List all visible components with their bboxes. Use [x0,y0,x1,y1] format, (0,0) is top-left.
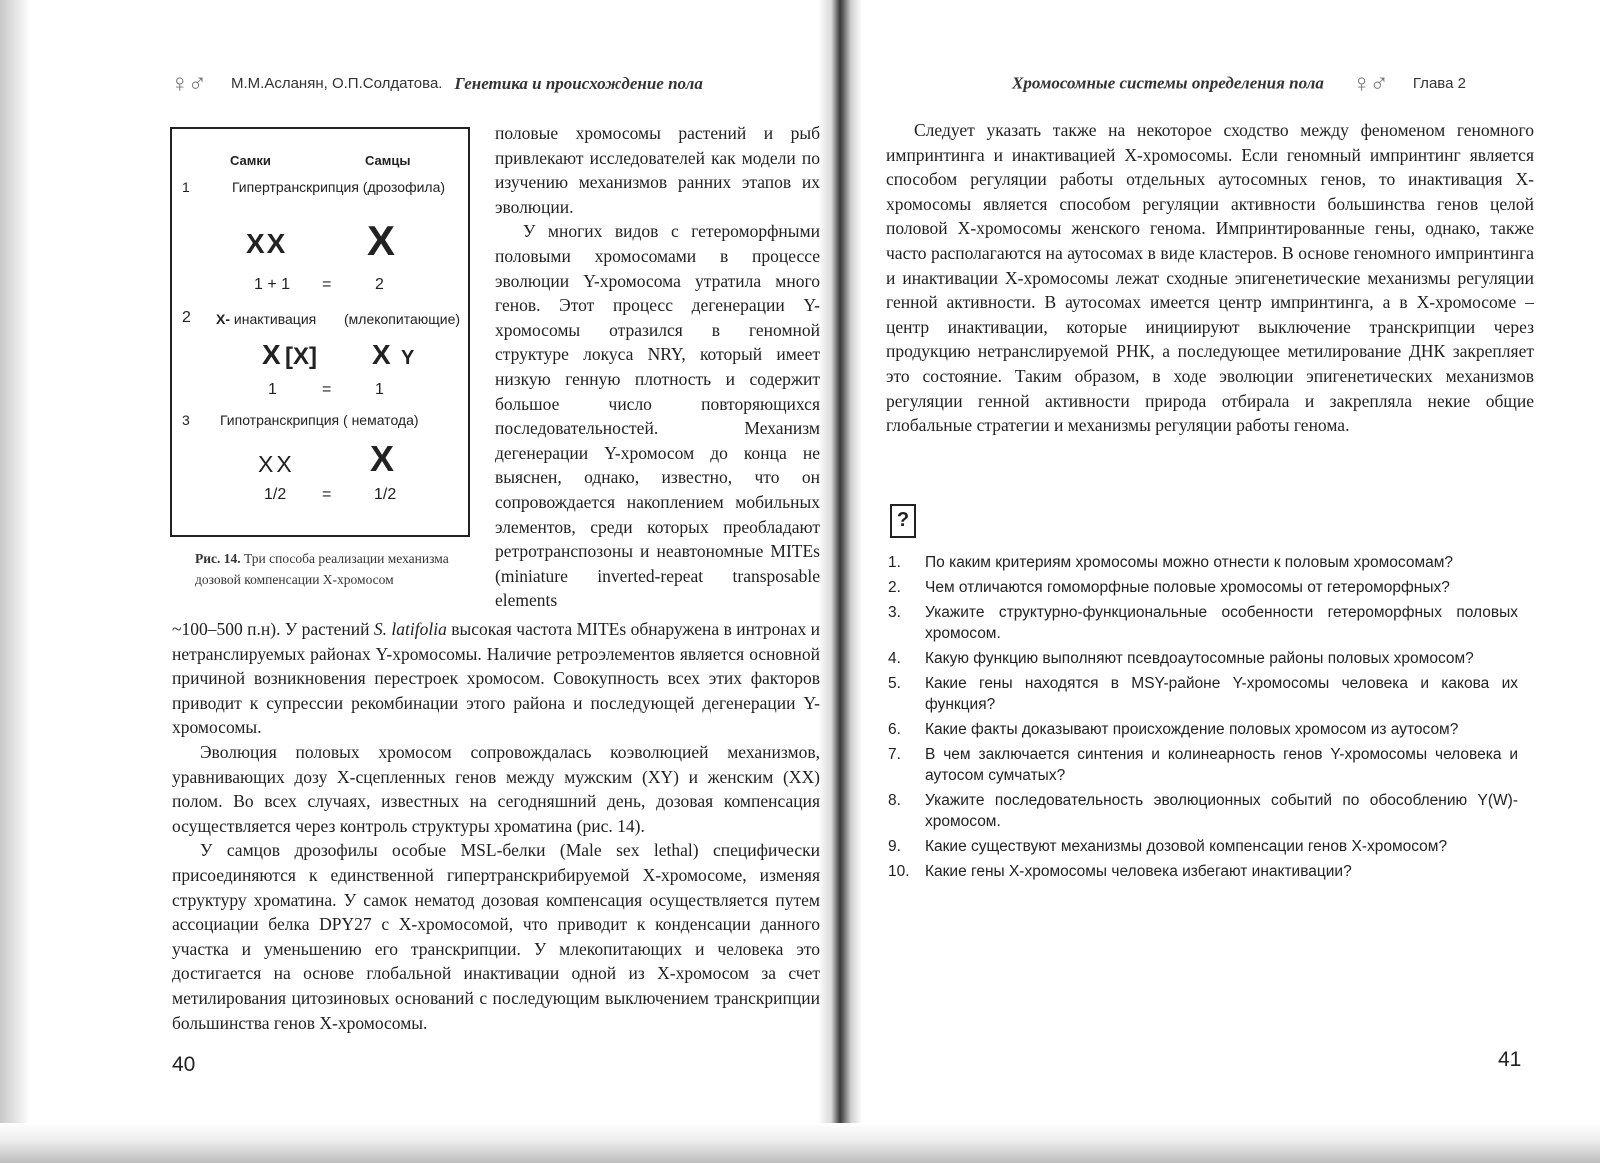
row-3-eq-left: 1/2 [264,486,287,503]
row-2-female-active-x: X [262,339,283,370]
row-2-title-x: X- [216,311,230,327]
row-1-number: 1 [182,179,190,195]
row-3-male-chromosome: X [370,438,395,479]
question-item [888,744,1518,786]
row-1-eq-right: 2 [375,276,384,293]
paragraph-part: ~100–500 п.н). У растений [172,619,374,639]
book-gutter [818,0,862,1163]
question-text: По каким критериям хромосомы можно отнести к половым хромосомам? [925,554,1453,571]
row-2-number: 2 [182,309,191,326]
figure-caption [195,548,487,590]
species-name: S. latifolia [373,619,447,639]
question-text: Какие гены находятся в MSY-районе Y-хромосомы человека и какова их функция? [925,675,1518,713]
row-2-male-y: Y [401,347,415,369]
question-text: Укажите структурно-функциональные особенности гетероморфных половых хромосом. [925,604,1518,642]
question-number: 4. [888,650,901,667]
row-1-male-chromosome: X [367,217,396,264]
scan-bottom-edge [0,1123,1600,1163]
row-2-title-rest: инактивация [230,311,317,327]
row-1-eq-left: 1 + 1 [254,276,291,293]
question-item [888,648,1518,669]
dosage-compensation-figure [170,127,470,537]
question-number: 2. [888,579,901,596]
question-item [888,719,1518,740]
row-2-eq-left: 1 [268,381,277,398]
question-item [888,552,1518,573]
paragraph: Следует указать также на некоторое сходство между феноменом геномного импринтинга и инактивацией X-хромосомы. Если геномный импринтинг является способом регуляции работы отдельных аутосомных генов, то инактивация X-хромосомы является способом регуляции активности большинства генов целой половой X-хромосомы женского генома. Импринтированные гены, однако, также часто располагаются на аутосомах в виде кластеров. В основе геномного импринтинга и инактивации X-хромосомы лежат сходные эпигенетические механизмы регуляции генной активности. В аутосомах имеется центр импринтинга, а в X-хромосоме – центр инактивации, которые инициируют выключение транскрипции через продукцию нетранслируемой РНК, а последующее метилирование ДНК закрепляет это состояние. Таким образом, в ходе эволюции эпигенетических механизмов регуляции генной активности природа отбирала и закрепляла некие общие глобальные стратегии и механизмы регуляции работы генома. [886,120,1534,436]
row-2-eq-right: 1 [375,381,384,398]
question-number: 7. [888,746,901,763]
question-mark-icon: ? [890,504,916,538]
left-page-header [170,68,703,99]
page-number-right: 41 [1498,1048,1522,1071]
row-3-title: Гипотранскрипция ( нематода) [220,412,419,428]
left-full-width-text [172,617,820,1035]
question-text: Укажите последовательность эволюционных событий по обособлению Y(W)-хромосом. [925,792,1518,830]
row-2-eq-sign: = [322,381,332,398]
row-1-female-chromosomes: XX [246,228,288,259]
row-3-number: 3 [182,412,190,428]
right-page-text [886,118,1534,438]
figure-caption-text: Три способа реализации механизма дозовой компенсации X-хромосом [195,551,449,587]
book-title: Генетика и происхождение пола [454,73,703,93]
right-page [862,0,1600,1163]
paragraph: половые хромосомы растений и рыб привлекают исследователей как модели по изучению механизмов ранних этапов их эволюции. [495,123,820,217]
authors: М.М.Асланян, О.П.Солдатова. [231,75,443,92]
question-item [888,673,1518,715]
page-number-left: 40 [172,1053,196,1076]
question-text: Какие факты доказывают происхождение половых хромосом из аутосом? [925,721,1459,738]
gender-symbols-icon: ♀♂ [170,68,205,98]
column-male-label: Самцы [365,153,411,168]
question-number: 6. [888,721,901,738]
row-3-eq-right: 1/2 [374,486,397,503]
question-number: 1. [888,554,901,571]
review-questions-list [888,552,1518,886]
row-2-title [216,311,316,327]
question-text: Какие существуют механизмы дозовой компенсации генов X-хромосом? [925,838,1448,855]
paragraph: Эволюция половых хромосом сопровождалась коэволюцией механизмов, уравнивающих дозу X-сцепленных генов между мужским (XY) и женским (XX) полом. Во всех случаях, известных на сегодняшний день, дозовая компенсация осуществляется через контроль структуры хроматина (рис. 14). [172,741,820,836]
question-text: Какие гены X-хромосомы человека избегают инактивации? [925,863,1352,880]
row-2-male-x: X [372,339,393,370]
question-item [888,602,1518,644]
paragraph: У самцов дрозофилы особые MSL-белки (Male sex lethal) специфически присоединяются к единственной гипертранскрибируемой X-хромосоме, изменяя структуру хроматина. У самок нематод дозовая компенсация осуществляется путем ассоциации белка DPY27 с X-хромосомой, что приводит к конденсации данного участка и уменьшению его транскрипции. У млекопитающих и человека это достигается на основе глобальной инактивации одной из X-хромосом за счет метилирования цитозиновых оснований с последующим выключением транскрипции большинства генов X-хромосомы. [172,840,820,1033]
row-2-female-inactive-x: [X] [285,343,317,370]
question-number: 9. [888,838,901,855]
question-text: Чем отличаются гомоморфные половые хромосомы от гетероморфных? [925,579,1450,596]
gender-symbols-icon: ♀♂ [1351,68,1387,98]
right-page-header [1012,68,1466,99]
left-column-text [495,121,820,613]
paragraph-part: высокая частота MITEs обнаружена в интронах и нетранслируемых районах Y-хромосомы. Наличие ретроэлементов является основной причиной возникновения перестроек хромосом. Совокупность всех этих факторов приводит к супрессии рекомбинации этого района и последующей дегенерации Y-хромосомы. [172,619,820,738]
row-3-eq-sign: = [322,486,332,503]
question-number: 3. [888,604,901,621]
question-item [888,861,1518,882]
figure-caption-label: Рис. 14. [195,551,241,566]
question-item [888,577,1518,598]
question-number: 5. [888,675,901,692]
question-item [888,790,1518,832]
row-3-female-chromosomes: XX [258,451,295,477]
question-text: Какую функцию выполняют псевдоаутосомные районы половых хромосом? [925,650,1474,667]
paragraph: У многих видов с гетероморфными половыми хромосомами в процессе эволюции Y-хромосома утратила много генов. Этот процесс дегенерации Y-хромосомы отразился в геномной структуре локуса NRY, который имеет низкую генную плотность и содержит большое число повторяющихся последовательностей. Механизм дегенерации Y-хромосом до конца не выяснен, однако, известно, что он сопровождается накоплением мобильных элементов, среди которых преобладают ретротранспозоны и неавтономные MITEs (miniature inverted-repeat transposable elements [495,221,820,611]
column-female-label: Самки [230,153,271,168]
question-number: 8. [888,792,901,809]
question-text: В чем заключается синтения и колинеарность генов Y-хромосомы человека и аутосом сумчатых? [925,746,1518,784]
paragraph [172,617,820,740]
row-1-title: Гипертранскрипция (дрозофила) [232,179,446,195]
row-2-title-organism: (млекопитающие) [344,311,461,327]
row-1-eq-sign: = [322,276,332,293]
question-number: 10. [888,863,910,880]
question-item [888,836,1518,857]
chapter-label: Глава 2 [1412,75,1466,92]
section-title: Хромосомные системы определения пола [1012,73,1324,93]
